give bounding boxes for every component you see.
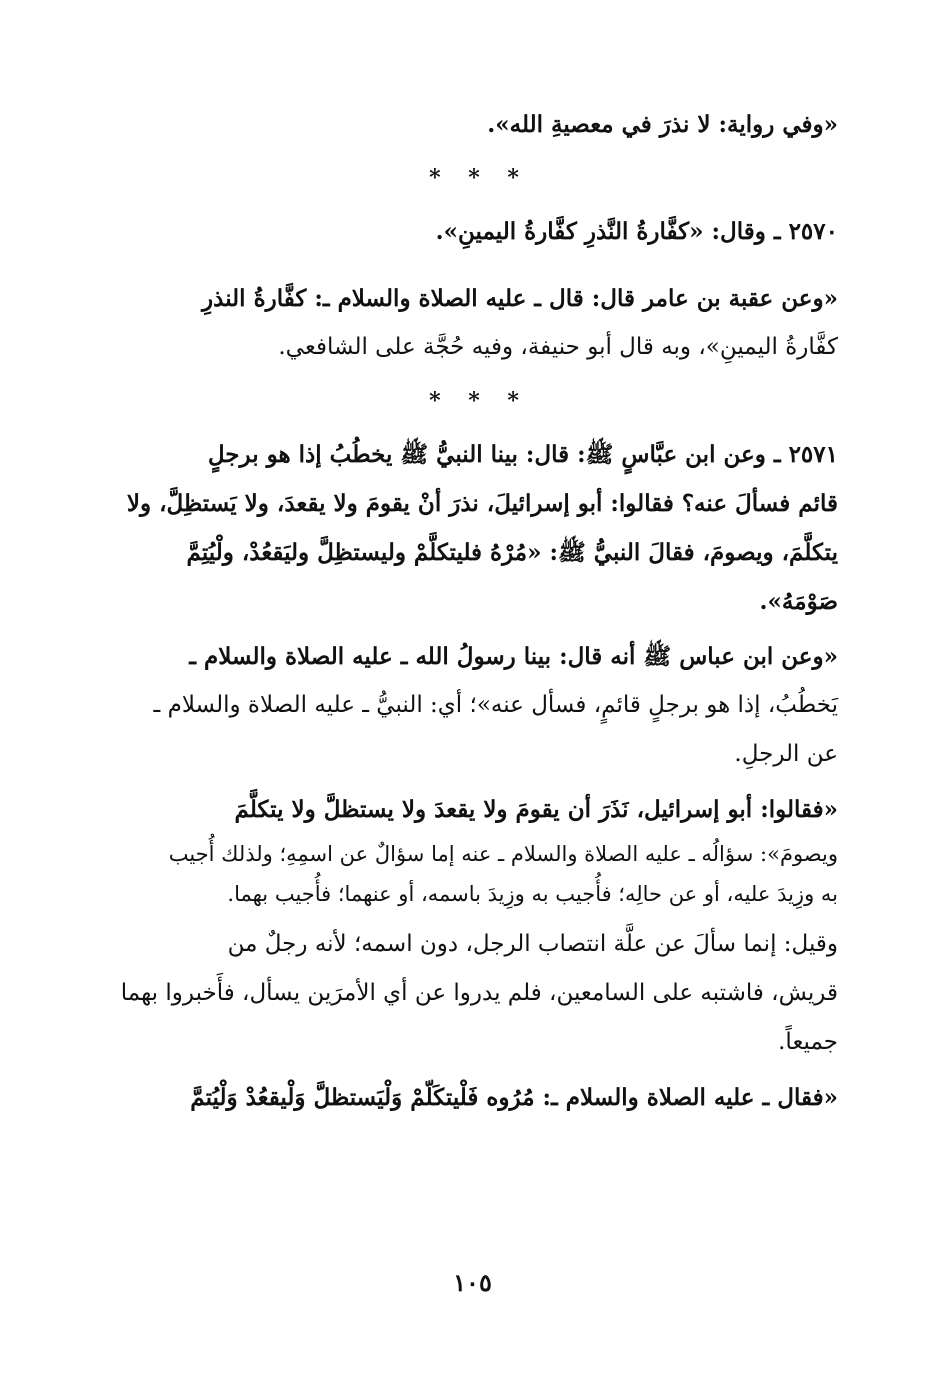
commentary-2570-line-1: «وعن عقبة بن عامر قال: قال ـ عليه الصلاة والسلام ـ: كفَّارةُ النذرِ (202, 285, 838, 312)
hadith-2571-line-2: قائم فسألَ عنه؟ فقالوا: أبو إسرائيلَ، نذرَ أنْ يقومَ ولا يقعدَ، ولا يَستظِلَّ، ولا (126, 490, 838, 517)
commentary-2571-line-6: به وزِيدَ عليه، أو عن حالِه؛ فأُجيب به وزِيدَ باسمه، أو عنهما؛ فأُجيب بهما. (227, 882, 838, 906)
hadith-2571-line-3: يتكلَّمَ، ويصومَ، فقالَ النبيُّ ﷺ: «مُرْهُ فليتكلَّمْ وليستظِلَّ وليَقعُدْ، ولْيُتِمَّ (186, 539, 838, 566)
commentary-2571-line-8: قريش، فاشتبه على السامعين، فلم يدروا عن أي الأمرَين يسأل، فأَخبروا بهما (120, 980, 838, 1006)
commentary-2571-line-7: وقيل: إنما سألَ عن علَّة انتصاب الرجل، دون اسمه؛ لأنه رجلٌ من (227, 931, 838, 957)
commentary-2571-line-5: ويصومَ»: سؤالُه ـ عليه الصلاة والسلام ـ عنه إما سؤالٌ عن اسمِهِ؛ ولذلك أُجيب (168, 842, 838, 866)
hadith-2571-line-1: ٢٥٧١ ـ وعن ابن عبَّاسٍ ﷺ: قال: بينا النبيُّ ﷺ يخطُبُ إذا هو برجلٍ (207, 441, 838, 468)
hadith-2570-heading: ٢٥٧٠ ـ وقال: «كفَّارةُ النَّذرِ كفَّارةُ اليمينِ». (435, 218, 838, 245)
commentary-2571-line-1: «وعن ابن عباس ﷺ أنه قال: بينا رسولُ الله ـ عليه الصلاة والسلام ـ (189, 643, 838, 670)
section-divider: * * * (429, 388, 529, 414)
page-number: ١٠٥ (453, 1268, 492, 1297)
commentary-2571-line-4: «فقالوا: أبو إسرائيل، نَذَرَ أن يقومَ ولا يقعدَ ولا يستظلَّ ولا يتكلَّمَ (234, 796, 838, 823)
hadith-2571-line-4: صَوْمَهُ». (759, 588, 838, 615)
commentary-2570-line-2: كفَّارةُ اليمينِ»، وبه قال أبو حنيفة، وفيه حُجَّة على الشافعي. (278, 334, 838, 360)
page-body (120, 100, 838, 1122)
commentary-2571-line-9: جميعاً. (778, 1029, 838, 1055)
section-divider: * * * (429, 165, 529, 191)
commentary-2571-line-10: «فقال ـ عليه الصلاة والسلام ـ: مُرُوه فَلْيتكَلّمْ وَلْيَستظلَّ وَلْيقعُدْ وَلْيُتمَّ (190, 1084, 838, 1111)
commentary-2571-line-2: يَخطُبُ، إذا هو برجلٍ قائمٍ، فسأل عنه»؛ أي: النبيُّ ـ عليه الصلاة والسلام ـ (153, 692, 838, 718)
line-narration-variant: «وفي رواية: لا نذرَ في معصيةِ الله». (487, 111, 838, 138)
commentary-2571-line-3: عن الرجلِ. (734, 741, 838, 767)
